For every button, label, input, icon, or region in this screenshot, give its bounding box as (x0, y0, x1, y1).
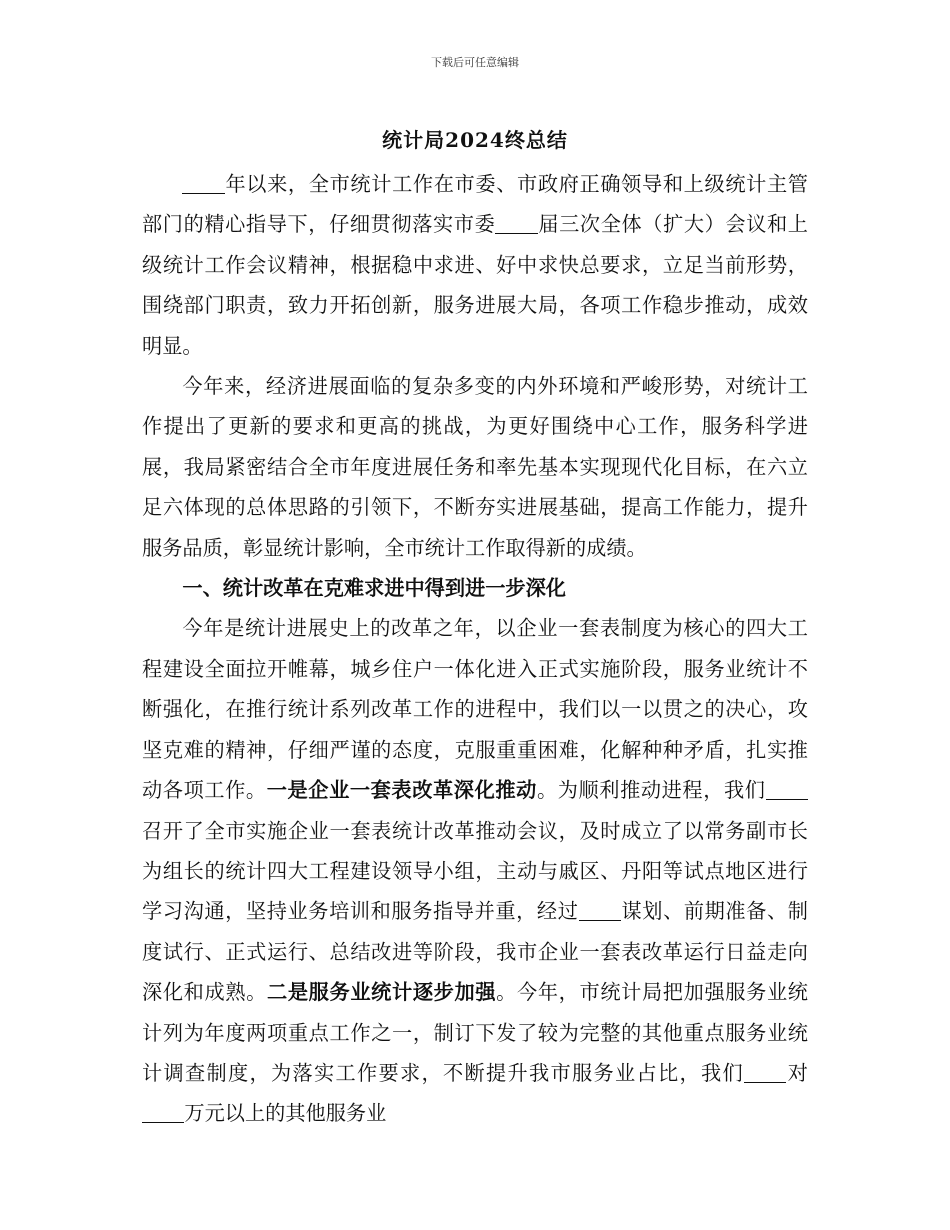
blank-line (744, 1062, 786, 1083)
document-title: 统计局2024终总结 (382, 128, 568, 152)
blank-line (495, 213, 537, 234)
page-header-note: 下载后可任意编辑 (431, 56, 519, 69)
blank-line (182, 173, 224, 194)
blank-line (142, 1102, 184, 1123)
blank-line (579, 900, 621, 921)
section-heading-1: 一、统计改革在克难求进中得到进一步深化 (182, 576, 566, 601)
paragraph-1: 年以来，全市统计工作在市委、市政府正确领导和上级统计主管部门的精心指导下，仔细贯彻落实市委 届三次全体（扩大）会议和上级统计工作会议精神，根据稳中求进、好中求快总要求，立足当前形势，围绕部门职责，致力开拓创新，服务进展大局，各项工作稳步推动，成效明显。 (142, 172, 808, 358)
paragraph-2: 今年来，经济进展面临的复杂多变的内外环境和严峻形势，对统计工作提出了更新的要求和更高的挑战，为更好围绕中心工作，服务科学进展，我局紧密结合全市年度进展任务和率先基本实现现代化目标，在六立足六体现的总体思路的引领下，不断夯实进展基础，提高工作能力，提升服务品质，彰显统计影响，全市统计工作取得新的成绩。 (142, 374, 808, 560)
bold-point-1: 一是企业一套表改革深化推动 (266, 778, 537, 803)
paragraph-3: 今年是统计进展史上的改革之年，以企业一套表制度为核心的四大工程建设全面拉开帷幕，城乡住户一体化进入正式实施阶段，服务业统计不断强化，在推行统计系列改革工作的进程中，我们以一以贯之的决心，攻坚克难的精神，仔细严谨的态度，克服重重困难，化解种种矛盾，扎实推动各项工作。一是企业一套表改革深化推动。为顺利推动进程，我们召开了全市实施企业一套表统计改革推动会议，及时成立了以常务副市长为组长的统计四大工程建设领导小组，主动与戚区、丹阳等试点地区进行学习沟通，坚持业务培训和服务指导并重，经过 谋划、前期准备、制度试行、正式运行、总结改进等阶段，我市企业一套表改革运行日益走向深化和成熟。二是服务业统计逐步加强。今年，市统计局把加强服务业统计列为年度两项重点工作之一，制订下发了较为完整的其他重点服务业统计调查制度，为落实工作要求，不断提升我市服务业占比，我们 对万元以上的其他服务业 (142, 616, 808, 1126)
document-body (142, 164, 808, 1134)
blank-line (766, 779, 808, 800)
bold-point-2: 二是服务业统计逐步加强 (267, 980, 497, 1005)
